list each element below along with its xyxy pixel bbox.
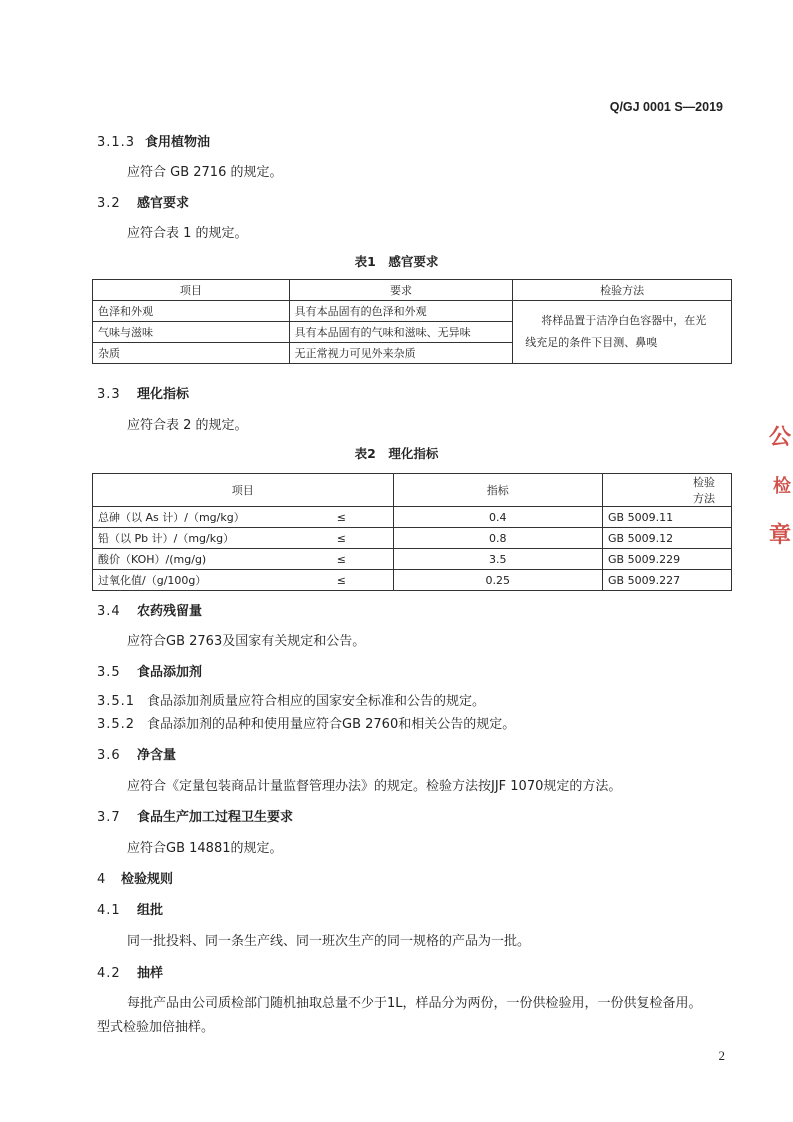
method-line: 将样品置于洁净白色容器中，在光 [541, 314, 707, 327]
stamp-char: 检 [773, 476, 791, 497]
table-1-sensory [92, 279, 732, 364]
clause-number: 3.5.2 [97, 717, 136, 732]
table-cell: 酸价（KOH）/(mg/g) [93, 549, 291, 570]
table-row [93, 507, 732, 528]
section-number: 3.2 [97, 196, 121, 211]
section-title: 感官要求 [137, 196, 190, 211]
table-2-physchem [92, 473, 732, 591]
table-row [93, 528, 732, 549]
seal-stamp-fragment [763, 410, 793, 570]
stamp-char: 公 [768, 424, 791, 450]
table-cell: GB 5009.227 [603, 570, 732, 591]
clause-3-5-1 [97, 690, 485, 709]
section-title: 食品添加剂 [137, 665, 203, 680]
section-number: 4 [97, 872, 107, 887]
section-number: 3.5 [97, 665, 121, 680]
table-row [93, 549, 732, 570]
table-cell: 无正常视力可见外来杂质 [289, 343, 513, 364]
method-line: 线充足的条件下目测、鼻嗅 [525, 336, 658, 349]
section-title: 农药残留量 [137, 604, 203, 619]
table-cell: ≤ [290, 549, 393, 570]
section-title: 食品生产加工过程卫生要求 [137, 810, 294, 825]
section-heading-3-3 [97, 383, 189, 402]
section-number: 3.7 [97, 810, 121, 825]
section-heading-3-6 [97, 744, 176, 763]
paragraph-3-6: 应符合《定量包装商品计量监督管理办法》的规定。检验方法按JJF 1070规定的方法。 [127, 779, 622, 794]
table-header-cell: 检验方法 [513, 280, 732, 301]
table-row [93, 570, 732, 591]
table-header-cell: 检验方法 [603, 474, 732, 507]
table-cell: ≤ [290, 507, 393, 528]
clause-text: 食品添加剂质量应符合相应的国家安全标准和公告的规定。 [147, 694, 486, 709]
table-cell: 具有本品固有的色泽和外观 [289, 301, 513, 322]
document-code: Q/GJ 0001 S—2019 [609, 100, 723, 114]
table-2-caption: 表2 理化指标 [354, 446, 439, 461]
table-cell: 总砷（以 As 计）/（mg/kg） [93, 507, 291, 528]
paragraph-3-1-3: 应符合 GB 2716 的规定。 [127, 165, 283, 180]
paragraph-3-3: 应符合表 2 的规定。 [127, 418, 248, 433]
table-header-cell: 项目 [93, 474, 394, 507]
table-cell: GB 5009.11 [603, 507, 732, 528]
clause-number: 3.5.1 [97, 694, 136, 709]
section-number: 3.3 [97, 387, 121, 402]
section-heading-3-5 [97, 661, 202, 680]
table-cell: 杂质 [93, 343, 290, 364]
table-cell: 气味与滋味 [93, 322, 290, 343]
section-heading-4 [97, 868, 173, 887]
section-heading-3-2 [97, 192, 189, 211]
paragraph-4-2-line-2: 型式检验加倍抽样。 [97, 1020, 215, 1035]
table-cell: ≤ [290, 570, 393, 591]
paragraph-3-4: 应符合GB 2763及国家有关规定和公告。 [127, 634, 366, 649]
section-heading-4-1 [97, 899, 163, 918]
clause-text: 食品添加剂的品种和使用量应符合GB 2760和相关公告的规定。 [147, 717, 516, 732]
table-row [93, 301, 732, 322]
table-cell: 色泽和外观 [93, 301, 290, 322]
section-heading-3-1-3 [97, 131, 210, 150]
table-cell: 具有本品固有的气味和滋味、无异味 [289, 322, 513, 343]
section-heading-3-7 [97, 806, 293, 825]
table-cell: 过氧化值/（g/100g） [93, 570, 291, 591]
section-title: 抽样 [137, 966, 164, 981]
section-title: 组批 [137, 903, 164, 918]
table-header-row [93, 474, 732, 507]
paragraph-3-7: 应符合GB 14881的规定。 [127, 841, 283, 856]
table-cell: 铅（以 Pb 计）/（mg/kg） [93, 528, 291, 549]
section-heading-3-4 [97, 600, 202, 619]
table-cell: 3.5 [393, 549, 603, 570]
paragraph-4-1: 同一批投料、同一条生产线、同一班次生产的同一规格的产品为一批。 [127, 934, 531, 949]
page-number: 2 [718, 1048, 725, 1063]
table-1-caption: 表1 感官要求 [354, 254, 439, 269]
table-cell: GB 5009.229 [603, 549, 732, 570]
section-number: 4.2 [97, 966, 121, 981]
section-number: 3.1.3 [97, 135, 136, 150]
section-title: 检验规则 [121, 872, 174, 887]
clause-3-5-2 [97, 713, 515, 732]
stamp-char: 章 [768, 522, 791, 548]
table-cell: GB 5009.12 [603, 528, 732, 549]
section-title: 净含量 [137, 748, 177, 763]
section-number: 4.1 [97, 903, 121, 918]
section-heading-4-2 [97, 962, 163, 981]
paragraph-4-2-line-1: 每批产品由公司质检部门随机抽取总量不少于1L，样品分为两份，一份供检验用，一份供复检备用。 [127, 996, 702, 1011]
table-header-cell: 项目 [93, 280, 290, 301]
table-cell: 0.4 [393, 507, 603, 528]
section-title: 理化指标 [137, 387, 190, 402]
table-header-cell: 要求 [289, 280, 513, 301]
table-cell: 0.25 [393, 570, 603, 591]
paragraph-3-2: 应符合表 1 的规定。 [127, 226, 248, 241]
section-number: 3.4 [97, 604, 121, 619]
section-title: 食用植物油 [145, 135, 211, 150]
table-cell: ≤ [290, 528, 393, 549]
method-cell [513, 301, 732, 364]
table-cell: 0.8 [393, 528, 603, 549]
table-header-cell: 指标 [393, 474, 603, 507]
section-number: 3.6 [97, 748, 121, 763]
table-header-row [93, 280, 732, 301]
